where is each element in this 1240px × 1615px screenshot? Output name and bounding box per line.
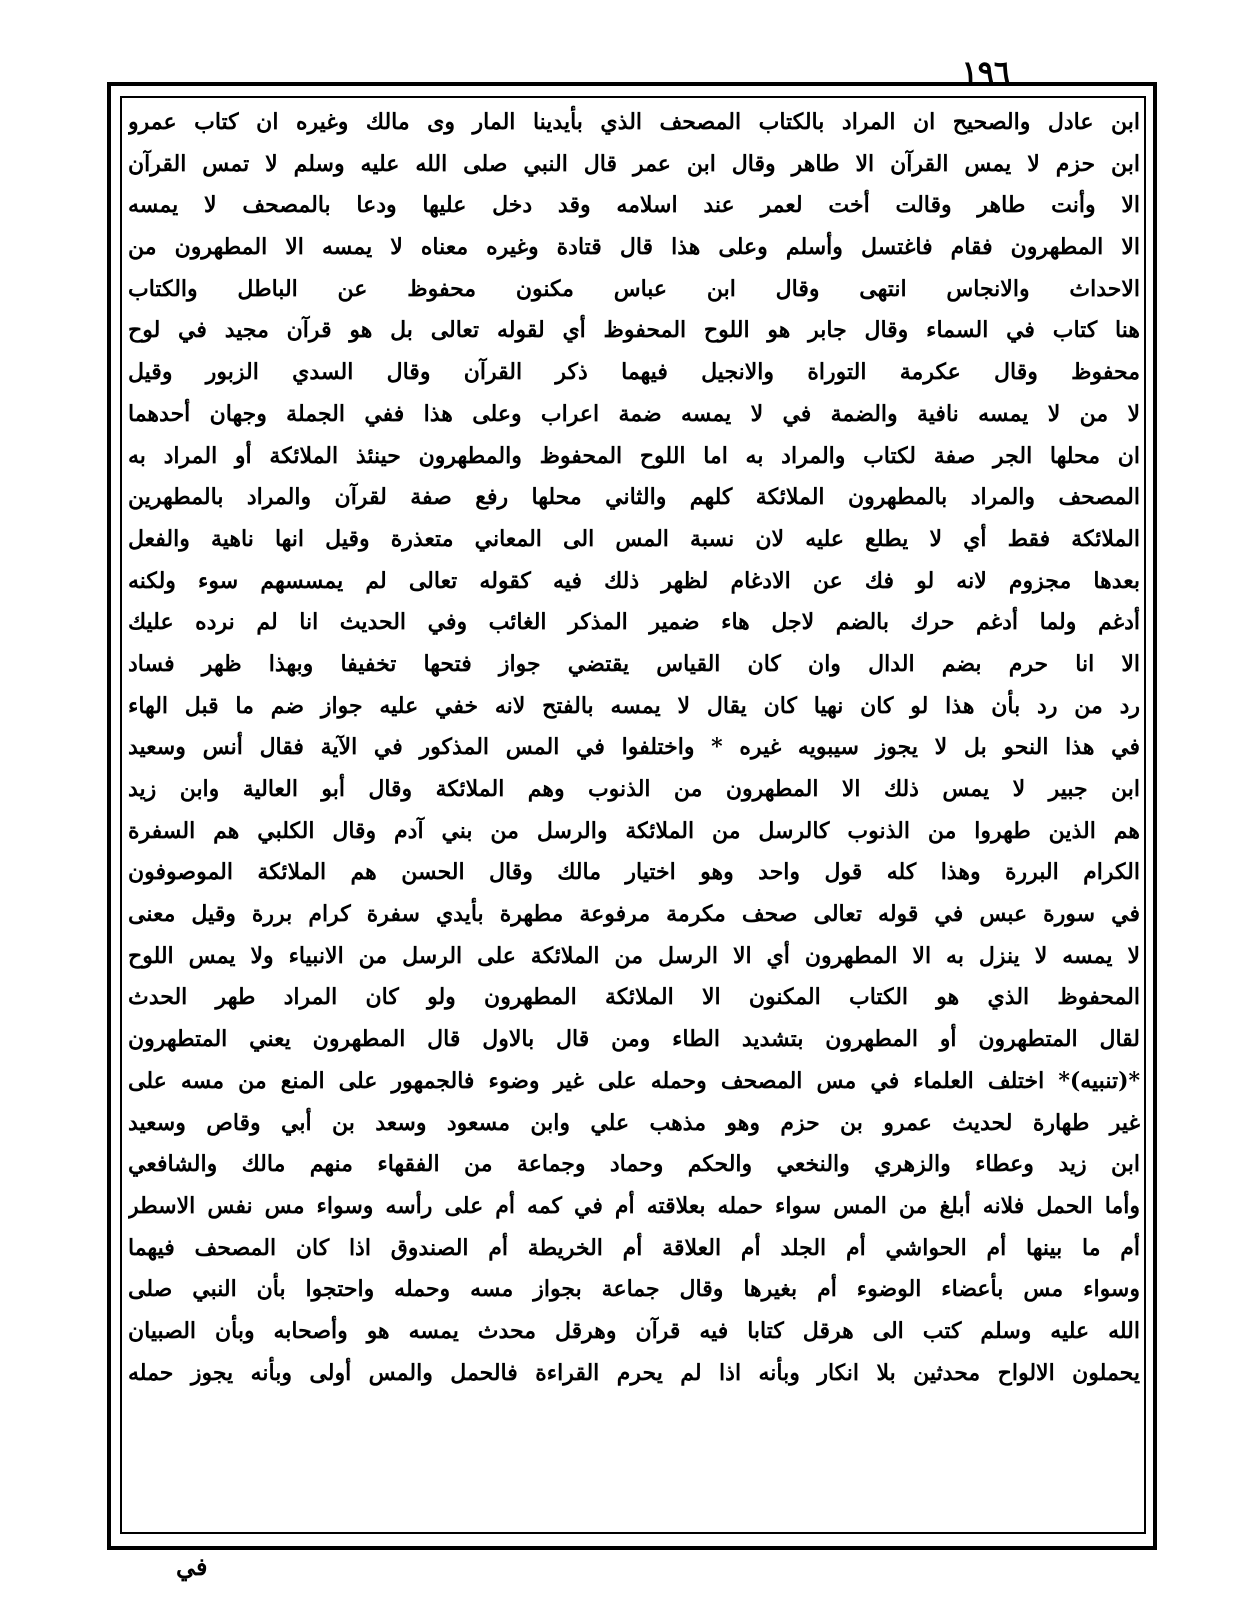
text-line: *(تنبيه)* اختلف العلماء في مس المصحف وحمله على غير وضوء فالجمهور على المنع من مسه على	[128, 1067, 1140, 1094]
text-line: أدغم ولما أدغم حرك بالضم لاجل هاء ضمير المذكر الغائب وفي الحديث انا لم نرده عليك	[128, 609, 1140, 636]
text-line: وأما الحمل فلانه أبلغ من المس سواء حمله بعلاقته أم في كمه أم على رأسه وسواء مس نفس الاسطر	[128, 1192, 1140, 1219]
text-line: الا المطهرون فقام فاغتسل وأسلم وعلى هذا قال قتادة وغيره معناه لا يمسه الا المطهرون من	[128, 234, 1140, 261]
text-line: وسواء مس بأعضاء الوضوء أم بغيرها وقال جماعة بجواز مسه وحمله واحتجوا بأن النبي صلى	[128, 1276, 1140, 1303]
text-line: هم الذين طهروا من الذنوب كالرسل من الملائكة والرسل من بني آدم وقال الكلبي هم السفرة	[128, 817, 1140, 844]
text-line: غير طهارة لحديث عمرو بن حزم وهو مذهب علي وابن مسعود وسعد بن أبي وقاص وسعيد	[128, 1109, 1140, 1136]
text-line: هنا كتاب في السماء وقال جابر هو اللوح المحفوظ أي لقوله تعالى بل هو قرآن مجيد في لوح	[128, 317, 1140, 344]
text-line: المصحف والمراد بالمطهرون الملائكة كلهم والثاني محلها رفع صفة لقرآن والمراد بالمطهرين	[128, 484, 1140, 511]
text-line: في سورة عبس في قوله تعالى صحف مكرمة مرفوعة مطهرة بأيدي سفرة كرام بررة وقيل معنى	[128, 901, 1140, 928]
text-line: الاحداث والانجاس انتهى وقال ابن عباس مكنون محفوظ عن الباطل والكتاب	[128, 275, 1140, 302]
text-line: لا من لا يمسه نافية والضمة في لا يمسه ضمة اعراب وعلى هذا ففي الجملة وجهان أحدهما	[128, 400, 1140, 427]
text-line: ابن حزم لا يمس القرآن الا طاهر وقال ابن عمر قال النبي صلى الله عليه وسلم لا تمس القرآن	[128, 150, 1140, 177]
text-line: لقال المتطهرون أو المطهرون بتشديد الطاء ومن قال بالاول قال المطهرون يعني المتطهرون	[128, 1026, 1140, 1053]
page-number: ١٩٦	[961, 55, 1010, 90]
text-line: الا انا حرم بضم الدال وان كان القياس يقتضي جواز فتحها تخفيفا وبهذا ظهر فساد	[128, 650, 1140, 677]
text-body	[128, 102, 1140, 1394]
text-line: ان محلها الجر صفة لكتاب والمراد به اما اللوح المحفوظ والمطهرون حينئذ الملائكة أو المراد به	[128, 442, 1140, 469]
text-line: المحفوظ الذي هو الكتاب المكنون الا الملائكة المطهرون ولو كان المراد طهر الحدث	[128, 984, 1140, 1011]
text-line: الله عليه وسلم كتب الى هرقل كتابا فيه قرآن وهرقل محدث يمسه هو وأصحابه وبأن الصبيان	[128, 1317, 1140, 1344]
text-line: لا يمسه لا ينزل به الا المطهرون أي الا الرسل من الملائكة على الرسل من الانبياء ولا يمس اللوح	[128, 942, 1140, 969]
text-line: بعدها مجزوم لانه لو فك عن الادغام لظهر ذلك فيه كقوله تعالى لم يمسسهم سوء ولكنه	[128, 567, 1140, 594]
text-line: ابن عادل والصحيح ان المراد بالكتاب المصحف الذي بأيدينا المار وى مالك وغيره ان كتاب عمرو	[128, 109, 1140, 135]
text-line: في هذا النحو بل لا يجوز سيبويه غيره * واختلفوا في المس المذكور في الآية فقال أنس وسعيد	[128, 734, 1140, 761]
text-line: أم ما بينها أم الحواشي أم الجلد أم العلاقة أم الخريطة أم الصندوق اذا كان المصحف فيهما	[128, 1234, 1140, 1261]
text-line: رد من رد بأن هذا لو كان نهيا كان يقال لا يمسه بالفتح لانه خفي عليه جواز ضم ما قبل الهاء	[128, 692, 1140, 719]
text-line: الا وأنت طاهر وقالت أخت لعمر عند اسلامه وقد دخل عليها ودعا بالمصحف لا يمسه	[128, 192, 1140, 219]
text-line: ابن جبير لا يمس ذلك الا المطهرون من الذنوب وهم الملائكة وقال أبو العالية وابن زيد	[128, 776, 1140, 802]
text-line: الكرام البررة وهذا كله قول واحد وهو اختيار مالك وقال الحسن هم الملائكة الموصوفون	[128, 859, 1140, 886]
text-line: محفوظ وقال عكرمة التوراة والانجيل فيهما ذكر القرآن وقال السدي الزبور وقيل	[128, 359, 1140, 386]
text-line: الملائكة فقط أي لا يطلع عليه لان نسبة المس الى المعاني متعذرة وقيل انها ناهية والفعل	[128, 525, 1140, 552]
text-line: ابن زيد وعطاء والزهري والنخعي والحكم وحماد وجماعة من الفقهاء منهم مالك والشافعي	[128, 1151, 1140, 1178]
catchword: في	[176, 1552, 208, 1581]
text-line: يحملون الالواح محدثين بلا انكار وبأنه اذا لم يحرم القراءة فالحمل والمس أولى وبأنه يجوز حمله	[128, 1359, 1140, 1386]
